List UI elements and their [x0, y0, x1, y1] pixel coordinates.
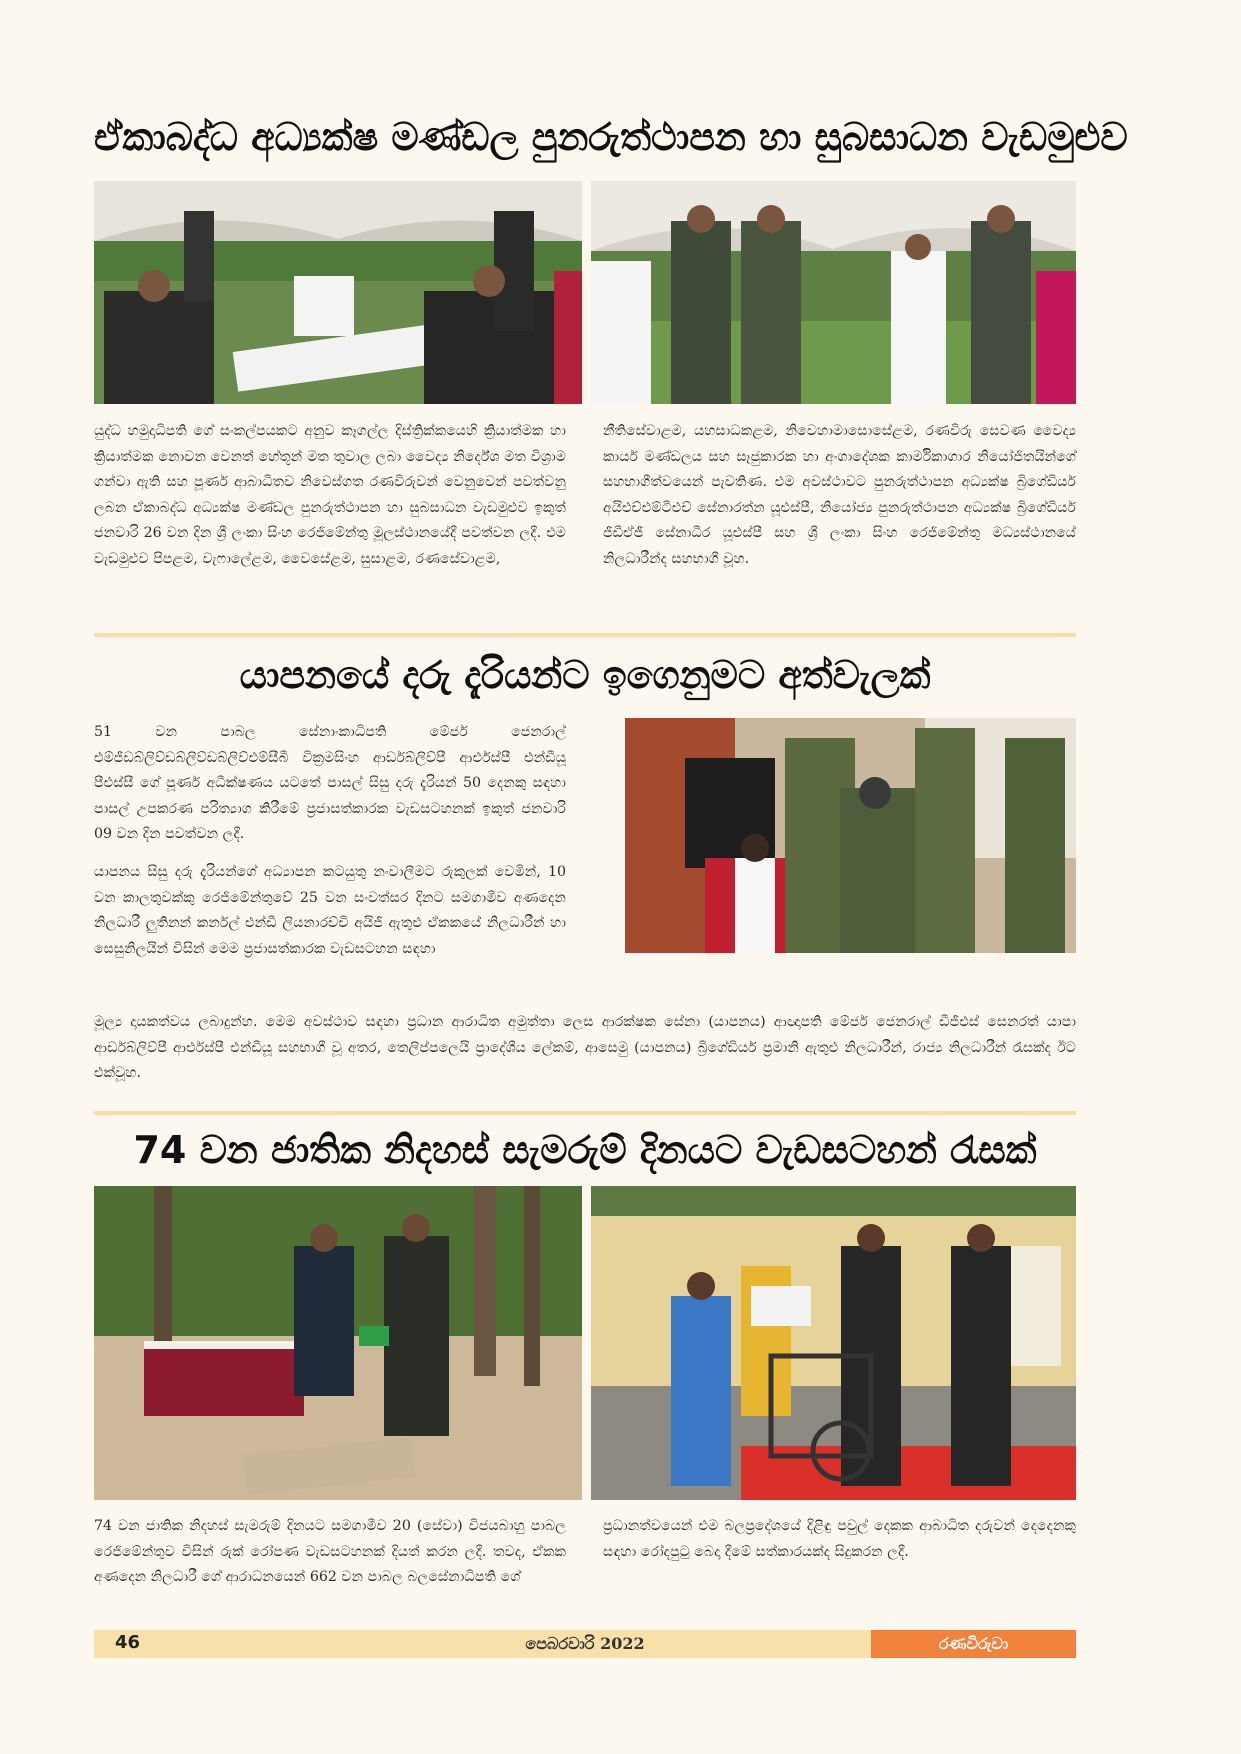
article2-column — [94, 720, 566, 1010]
page-number: 46 — [115, 1632, 141, 1653]
photo-tree-planting — [94, 1186, 582, 1500]
divider — [94, 633, 1076, 637]
article1-paragraph: යුද්ධ හමුදාධිපති ගේ සංකල්පයකට අනුව කෑගල්ල දිස්ත්‍රික්කයෙහි ක්‍රියාත්මක හා ක්‍රියාත්මක නොවන වෙනත් හේතූන් මත තුවාල ලබා වෛද්‍ය නිර්දේශ මත විශ්‍රාම ගන්වා ඇති සහ පූර්ණ ආබාධිතව නිවෙස්ගත රණවිරුවන් වෙනුවෙන් පවත්වනු ලබන ඒකාබද්ධ අධ්‍යක්ෂ මණ්ඩල පුනරුත්ථාපන හා සුබසාධන වැඩමුළුව ඉකුත් ජනවාරි 26 වන දින ශ්‍රී ලංකා සිංහ රෙජිමේන්තු මූලස්ථානයේදී පවත්වන ලදී. එම වැඩමුළුව පිපළම, වැෆාලේළම, වෛසේළම, සුසාළම, රණසේවාළම, — [94, 423, 566, 567]
article1-title: ඒකාබද්ධ අධ්‍යක්ෂ මණ්ඩල පුනරුත්ථාපන හා සුබසාධන වැඩමුළුව — [94, 115, 1128, 159]
article3-column2 — [603, 1514, 1076, 1614]
article3-title: 74 වන ජාතික නිදහස් සැමරුම් දිනයට වැඩසටහන් රැසක් — [133, 1128, 1037, 1172]
article3-column1 — [94, 1514, 566, 1624]
article3-paragraph: ප්‍රධානත්වයෙන් එම බලප්‍රදේශයේ දිළිඳු පවුල් දෙකක ආබාධිත දරුවන් දෙදෙනකු සඳහා රෝදපුටු බෙදා දීමේ සත්කාරයක්ද සිදුකරන ලදී. — [603, 1518, 1076, 1560]
article2-paragraph: 51 වන පාබල සේනාංකාධිපති මේජර් ජෙනරාල් එම්ජීඩබ්ලිව්ඩබ්ලිව්ඩබ්ලිව්එම්සීබී වික්‍රමසිංහ ආර්ඩබ්ලිව්පී ආර්එස්පී එන්ඩීයූ පීඑස්සී ගේ පූර්ණ අධීක්ෂණය යටතේ පාසල් සිසු දරු දැරියන් 50 දෙනකු සඳහා පාසල් උපකරණ පරිත්‍යාග කිරීමේ ප්‍රජාසත්කාරක වැඩසටහනක් ඉකුත් ජනවාරි 09 වන දින පවත්වන ලදී. — [94, 724, 566, 843]
article2-paragraph: මූල්‍ය දායකත්වය ලබාදුන්හ. මෙම අවස්ථාව සඳහා ප්‍රධාන ආරාධිත අමුත්තා ලෙස ආරක්ෂක සේනා (යාපනය) ආඥාපති මේජර් ජෙනරාල් ඩීජීඑස් සෙනරත් යාපා ආර්ඩබ්ලිව්පී ආර්එස්පී එන්ඩීයූ සහභාගී වූ අතර, තෙලිප්පලෙයි ප්‍රාදේශීය ලේකම්, ආසෙමු (යාපනය) බ්‍රිගේඩියර් ප්‍රමානි ඇතුළු නිලධාරීන්, රාජ්‍ය නිලධාරීන් රැසක්ද ඊට එක්වූහ. — [94, 1014, 1076, 1082]
divider — [94, 1111, 1076, 1115]
photo-officers-standing — [591, 181, 1076, 404]
article1-column2 — [603, 419, 1076, 599]
photo-wheelchair-donation — [591, 1186, 1076, 1500]
article2-title: යාපනයේ දරු දැරියන්ට ඉගෙනුමට අත්වැලක් — [239, 653, 931, 697]
article2-full-width — [94, 1010, 1076, 1080]
article1-column1 — [94, 419, 566, 619]
article2-paragraph: යාපනය සිසු දරු දැරියන්ගේ අධ්‍යාපන කටයුතු නංවාලීමට රුකුලක් වෙමින්, 10 වන කාලතුවක්කු රෙජිමේන්තුවේ 25 වන සංවත්සර දිනට සමගාමීව අණදෙන නිලධාරී ලුතිනන් කර්නල් එන්ඩී ලියනාරච්චි අයිජී ඇතුළු ඒකකයේ නිලධාරීන් හා සෙසුනිලයින් විසින් මෙම ප්‍රජාසත්කාරක වැඩසටහන සඳහා — [94, 863, 566, 957]
issue-date: පෙබරවාරි 2022 — [525, 1634, 645, 1653]
article1-paragraph: නීතිසේවාළම, යහසාධකළම, නිවෙහාමාසොසේළම, රණවිරු සෙවණ වෛද්‍ය කාර්ය මණ්ඩලය සහ සෑජුකාරක හා අංගාදේශක කාර්මිකාගාර නියෝජිතයින්ගේ සහභාගීත්වයෙන් පැවතිණ. එම අවස්ථාවට පුනරුත්ථාපන අධ්‍යක්ෂ බ්‍රිගේඩියර් අයිඑච්එම්ටීඑච් සේනාරත්න යූඑස්පී, නියෝජ්‍ය පුනරුත්ථාපන අධ්‍යක්ෂ බ්‍රිගේඩියර් ජීඩීඒජී සේනාධීර යූඑස්පී සහ ශ්‍රී ලංකා සිංහ රෙජිමේන්තු මධ්‍යස්ථානයේ නිලධාරීන්ද සහභාගී වූහ. — [603, 423, 1076, 567]
photo-meeting-tables — [94, 181, 582, 404]
magazine-brand: රණවිරුවා — [938, 1634, 1009, 1653]
photo-school-supplies — [625, 718, 1076, 953]
article3-paragraph: 74 වන ජාතික නිදහස් සැමරුම් දිනයට සමගාමීව 20 (සේවා) විජයබාහු පාබල රෙජිමේන්තුව විසින් රුක් රෝපණ වැඩසටහනක් දියත් කරන ලදී. තවද, ඒකක අණදෙන නිලධාරී ගේ ආරාධනයෙන් 662 වන පාබල බලසේනාධිපති ගේ — [94, 1518, 566, 1586]
